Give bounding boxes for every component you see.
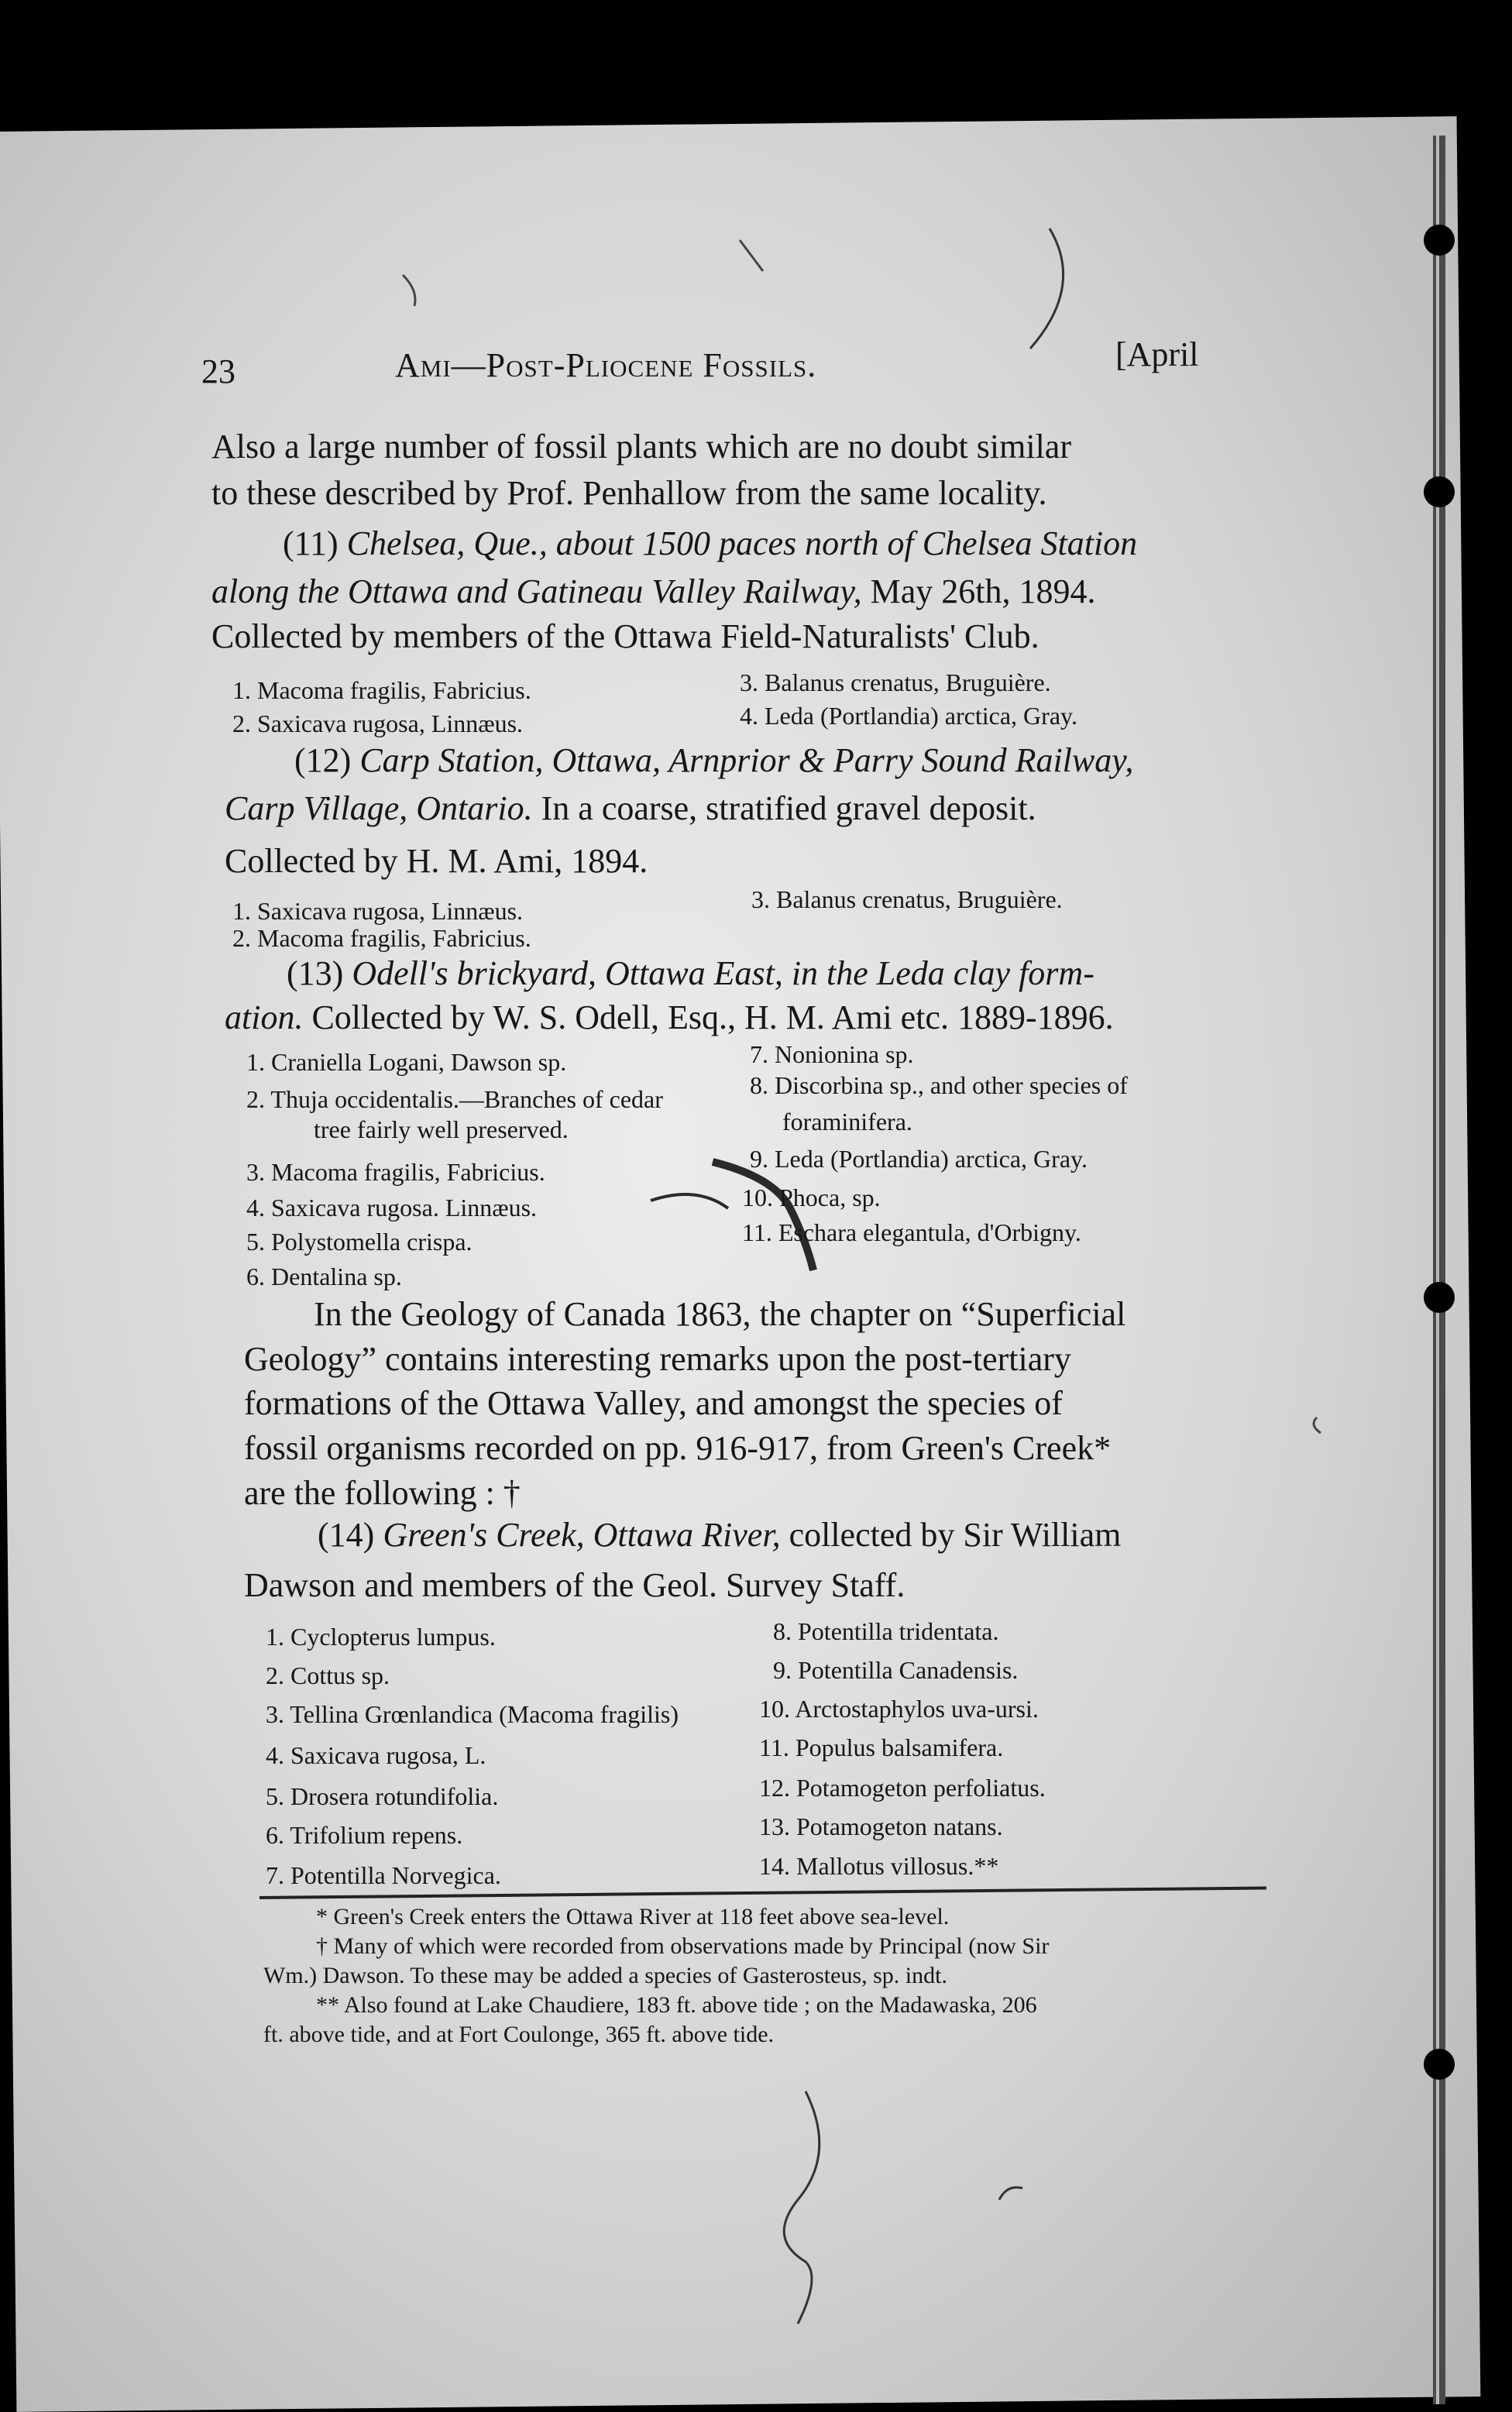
species-entry: 4. Leda (Portlandia) arctica, Gray. bbox=[740, 702, 1077, 730]
species-entry: 4. Saxicava rugosa, L. bbox=[266, 1741, 486, 1769]
species-entry: 1. Macoma fragilis, Fabricius. bbox=[232, 676, 531, 704]
running-month: [April bbox=[1115, 335, 1199, 373]
species-entry: 10. Phoca, sp. bbox=[742, 1184, 881, 1211]
locality-number: (14) bbox=[318, 1516, 375, 1554]
footnote: Wm.) Dawson. To these may be added a species of Gasterosteus, sp. indt. bbox=[263, 1963, 947, 1988]
locality-collected: collected by Sir William bbox=[789, 1516, 1122, 1554]
species-entry: 7. Nonionina sp. bbox=[750, 1040, 914, 1068]
locality-place: Chelsea, Que., about 1500 paces north of Chelsea Station bbox=[346, 524, 1138, 562]
species-entry: 5. Polystomella crispa. bbox=[246, 1228, 472, 1256]
species-entry: 9. Potentilla Canadensis. bbox=[773, 1656, 1019, 1684]
locality-place: Odell's brickyard, Ottawa East, in the Leda clay form- bbox=[352, 954, 1094, 992]
locality-collected: Collected by W. S. Odell, Esq., H. M. Ami etc. 1889-1896. bbox=[311, 998, 1114, 1036]
species-entry: 9. Leda (Portlandia) arctica, Gray. bbox=[750, 1145, 1088, 1173]
locality-place: Carp Village, Ontario. bbox=[225, 789, 533, 827]
species-entry: 3. Macoma fragilis, Fabricius. bbox=[246, 1158, 545, 1186]
locality-collected: Collected by H. M. Ami, 1894. bbox=[225, 842, 648, 880]
locality-number: (11) bbox=[283, 524, 338, 562]
body-line: formations of the Ottawa Valley, and amongst the species of bbox=[244, 1384, 1063, 1422]
body-line: In the Geology of Canada 1863, the chapter on “Superficial bbox=[314, 1295, 1126, 1333]
footnote: ** Also found at Lake Chaudiere, 183 ft. above tide ; on the Madawaska, 206 bbox=[316, 1992, 1037, 2018]
species-entry: 2. Thuja occidentalis.—Branches of cedar bbox=[246, 1085, 663, 1113]
locality-place: Carp Station, Ottawa, Arnprior & Parry Sound Railway, bbox=[359, 741, 1134, 779]
running-title: Ami—Post-Pliocene Fossils. bbox=[395, 346, 817, 384]
species-entry: 3. Tellina Grœnlandica (Macoma fragilis) bbox=[266, 1700, 679, 1728]
locality-place: ation. bbox=[225, 998, 304, 1036]
locality-place: Green's Creek, Ottawa River, bbox=[383, 1516, 781, 1554]
species-entry: 3. Balanus crenatus, Bruguière. bbox=[740, 668, 1051, 696]
species-entry: 6. Dentalina sp. bbox=[246, 1263, 402, 1290]
species-entry: 1. Craniella Logani, Dawson sp. bbox=[246, 1048, 567, 1076]
species-entry-continued: tree fairly well preserved. bbox=[314, 1115, 569, 1143]
footnote: † Many of which were recorded from observations made by Principal (now Sir bbox=[316, 1933, 1050, 1959]
species-entry: 11. Populus balsamifera. bbox=[759, 1733, 1004, 1761]
species-entry: 6. Trifolium repens. bbox=[266, 1821, 463, 1849]
species-entry: 1. Cyclopterus lumpus. bbox=[266, 1623, 496, 1651]
species-entry: 2. Macoma fragilis, Fabricius. bbox=[232, 924, 531, 952]
locality-collected: Dawson and members of the Geol. Survey Staff. bbox=[244, 1566, 905, 1604]
species-entry-continued: foraminifera. bbox=[782, 1108, 912, 1136]
body-line: Geology” contains interesting remarks upon the post-tertiary bbox=[244, 1340, 1071, 1378]
species-entry: 8. Discorbina sp., and other species of bbox=[750, 1071, 1128, 1099]
species-entry: 13. Potamogeton natans. bbox=[759, 1812, 1003, 1840]
species-entry: 5. Drosera rotundifolia. bbox=[266, 1782, 499, 1810]
species-entry: 1. Saxicava rugosa, Linnæus. bbox=[232, 897, 524, 925]
species-entry: 4. Saxicava rugosa. Linnæus. bbox=[246, 1194, 538, 1221]
species-entry: 2. Cottus sp. bbox=[266, 1661, 390, 1689]
species-entry: 2. Saxicava rugosa, Linnæus. bbox=[232, 710, 524, 737]
footnote: * Green's Creek enters the Ottawa River at 118 feet above sea-level. bbox=[316, 1904, 950, 1929]
species-entry: 3. Balanus crenatus, Bruguière. bbox=[751, 885, 1063, 913]
species-entry: 12. Potamogeton perfoliatus. bbox=[759, 1774, 1046, 1802]
species-entry: 10. Arctostaphylos uva-ursi. bbox=[759, 1695, 1039, 1723]
locality-number: (12) bbox=[294, 741, 352, 779]
locality-place: along the Ottawa and Gatineau Valley Railway, bbox=[211, 572, 862, 610]
species-entry: 14. Mallotus villosus.** bbox=[759, 1852, 999, 1880]
footnote: ft. above tide, and at Fort Coulonge, 365 ft. above tide. bbox=[263, 2022, 775, 2047]
locality-number: (13) bbox=[287, 954, 344, 992]
locality-collected: Collected by members of the Ottawa Field-Naturalists' Club. bbox=[211, 617, 1040, 655]
body-line: fossil organisms recorded on pp. 916-917, from Green's Creek* bbox=[244, 1429, 1112, 1467]
species-entry: 7. Potentilla Norvegica. bbox=[266, 1861, 501, 1889]
intro-line: to these described by Prof. Penhallow from the same locality. bbox=[211, 474, 1047, 512]
locality-date: May 26th, 1894. bbox=[870, 572, 1096, 610]
page-number: 23 bbox=[201, 352, 235, 390]
intro-line: Also a large number of fossil plants which are no doubt similar bbox=[211, 428, 1071, 466]
body-line: are the following : † bbox=[244, 1474, 521, 1512]
locality-desc: In a coarse, stratified gravel deposit. bbox=[541, 789, 1036, 827]
species-entry: 8. Potentilla tridentata. bbox=[773, 1617, 999, 1645]
species-entry: 11. Eschara elegantula, d'Orbigny. bbox=[742, 1218, 1081, 1246]
